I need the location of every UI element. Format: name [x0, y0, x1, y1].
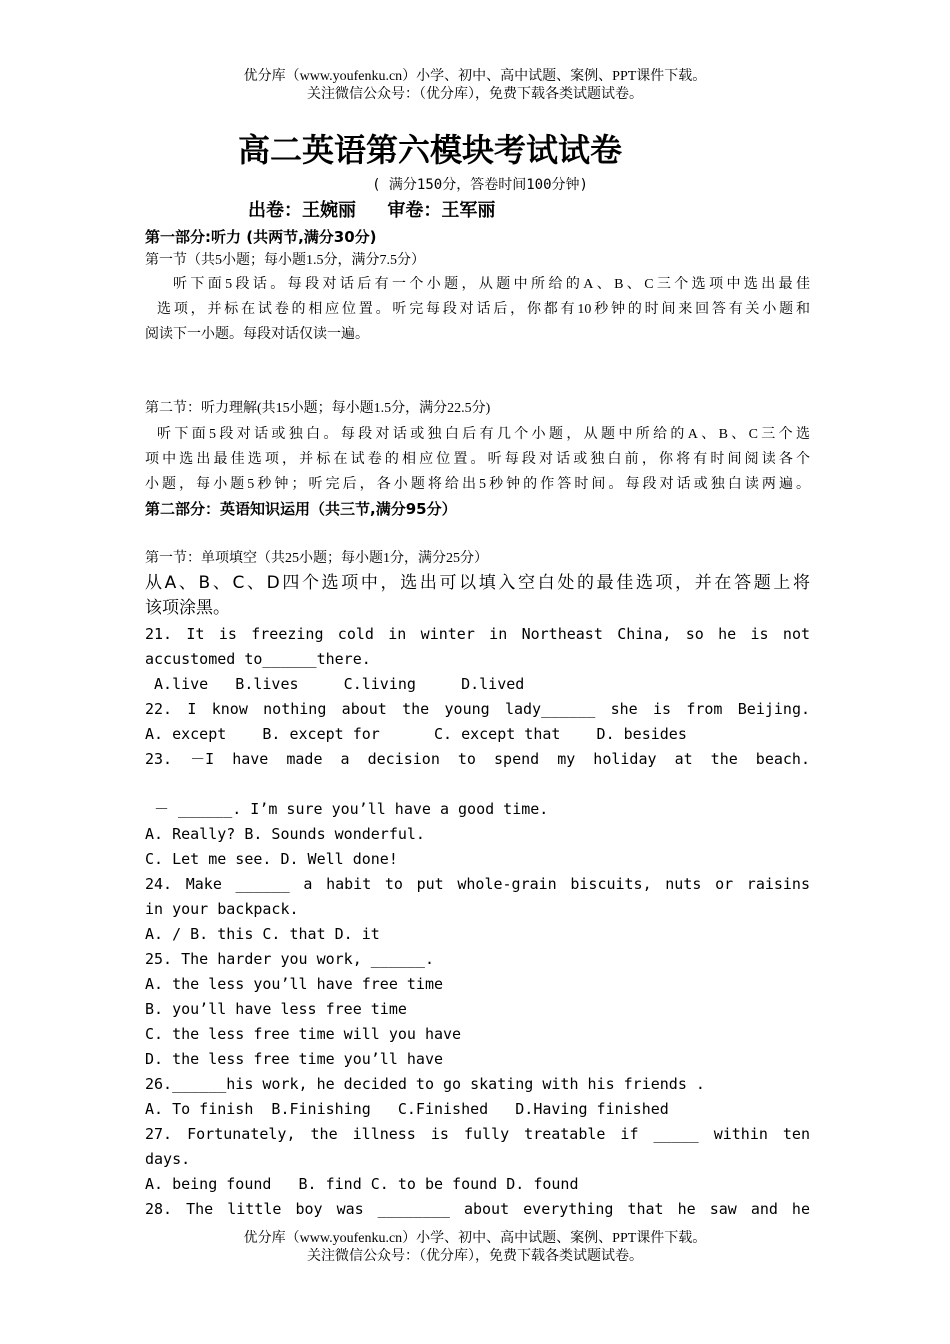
q23-options-cd: C. Let me see. D. Well done! — [145, 850, 398, 868]
part1-sec2-line-1: 听下面5段对话或独白。每段对话或独白后有几个小题，从题中所给的A、B、C三个选 — [157, 427, 810, 442]
part2-sec1-heading: 第一节：单项填空（共25小题；每小题1分，满分25分） — [145, 551, 488, 566]
q26-options: A. To finish B.Finishing C.Finished D.Having finished — [145, 1100, 669, 1118]
header-line-1: 优分库（www.youfenku.cn）小学、初中、高中试题、案例、PPT课件下载。 — [243, 69, 707, 84]
part1-heading: 第一部分:听力 (共两节,满分30分) — [145, 228, 377, 246]
q21-stem-line-2: accustomed to______there. — [145, 650, 371, 668]
q24-stem-line-1: 24. Make ______ a habit to put whole-grain biscuits, nuts or raisins — [145, 875, 810, 893]
part1-sec1-line-1: 听下面5段话。每段对话后有一个小题，从题中所给的A、B、C三个选项中选出最佳 — [173, 277, 810, 292]
q24-stem-line-2: in your backpack. — [145, 900, 299, 918]
footer-line-1: 优分库（www.youfenku.cn）小学、初中、高中试题、案例、PPT课件下载。 — [243, 1231, 707, 1246]
part2-heading: 第二部分：英语知识运用（共三节,满分95分） — [145, 500, 457, 518]
q21-options: A.live B.lives C.living D.lived — [145, 675, 525, 693]
part2-instruction-line-1: 从A、B、C、D四个选项中，选出可以填入空白处的最佳选项，并在答题上将 — [145, 573, 810, 593]
q21-stem-line-1: 21. It is freezing cold in winter in Northeast China, so he is not — [145, 625, 810, 643]
q24-options: A. / B. this C. that D. it — [145, 925, 380, 943]
part1-sec2-heading: 第二节：听力理解(共15小题；每小题1.5分，满分22.5分) — [145, 401, 491, 416]
q25-option-c: C. the less free time will you have — [145, 1025, 462, 1043]
part1-sec1-heading: 第一节（共5小题；每小题1.5分，满分7.5分） — [145, 253, 425, 268]
q23-stem-line-2: － ______. I’m sure you’ll have a good time. — [145, 800, 549, 818]
q25-stem: 25. The harder you work, ______. — [145, 950, 434, 968]
q23-options-ab: A. Really? B. Sounds wonderful. — [145, 825, 425, 843]
q22-options: A. except B. except for C. except that D. besides — [145, 725, 687, 743]
footer-line-2: 关注微信公众号：（优分库），免费下载各类试题试卷。 — [307, 1249, 643, 1264]
header-line-2: 关注微信公众号：（优分库），免费下载各类试题试卷。 — [307, 87, 643, 102]
q25-option-b: B. you’ll have less free time — [145, 1000, 407, 1018]
q28-stem-line-1: 28. The little boy was ________ about everything that he saw and he — [145, 1200, 810, 1218]
q27-stem-line-1: 27. Fortunately, the illness is fully treatable if _____ within ten — [145, 1125, 810, 1143]
part1-sec1-line-2: 选项，并标在试卷的相应位置。听完每段对话后，你都有10秒钟的时间来回答有关小题和 — [157, 302, 810, 317]
q26-stem: 26.______his work, he decided to go skating with his friends . — [145, 1075, 705, 1093]
q23-stem-line-1: 23. －I have made a decision to spend my holiday at the beach. — [145, 750, 810, 768]
q25-option-d: D. the less free time you’ll have — [145, 1050, 444, 1068]
q25-option-a: A. the less you’ll have free time — [145, 975, 444, 993]
q22-stem: 22. I know nothing about the young lady______ she is from Beijing. — [145, 700, 810, 718]
part1-sec1-line-3: 阅读下一小题。每段对话仅读一遍。 — [145, 327, 369, 342]
part2-instruction-line-2: 该项涂黑。 — [145, 598, 230, 618]
q27-stem-line-2: days. — [145, 1150, 191, 1168]
part1-sec2-line-3: 小题，每小题5秒钟；听完后，各小题将给出5秒钟的作答时间。每段对话或独白读两遍。 — [145, 477, 810, 492]
exam-subtitle: ( 满分150分，答卷时间100分钟) — [372, 177, 588, 193]
exam-authors: 出卷：王婉丽 审卷：王军丽 — [248, 200, 496, 221]
part1-sec2-line-2: 项中选出最佳选项，并标在试卷的相应位置。听每段对话或独白前，你将有时间阅读各个 — [145, 452, 810, 467]
exam-title: 高二英语第六模块考试试卷 — [237, 131, 622, 169]
q27-options: A. being found B. find C. to be found D. found — [145, 1175, 579, 1193]
